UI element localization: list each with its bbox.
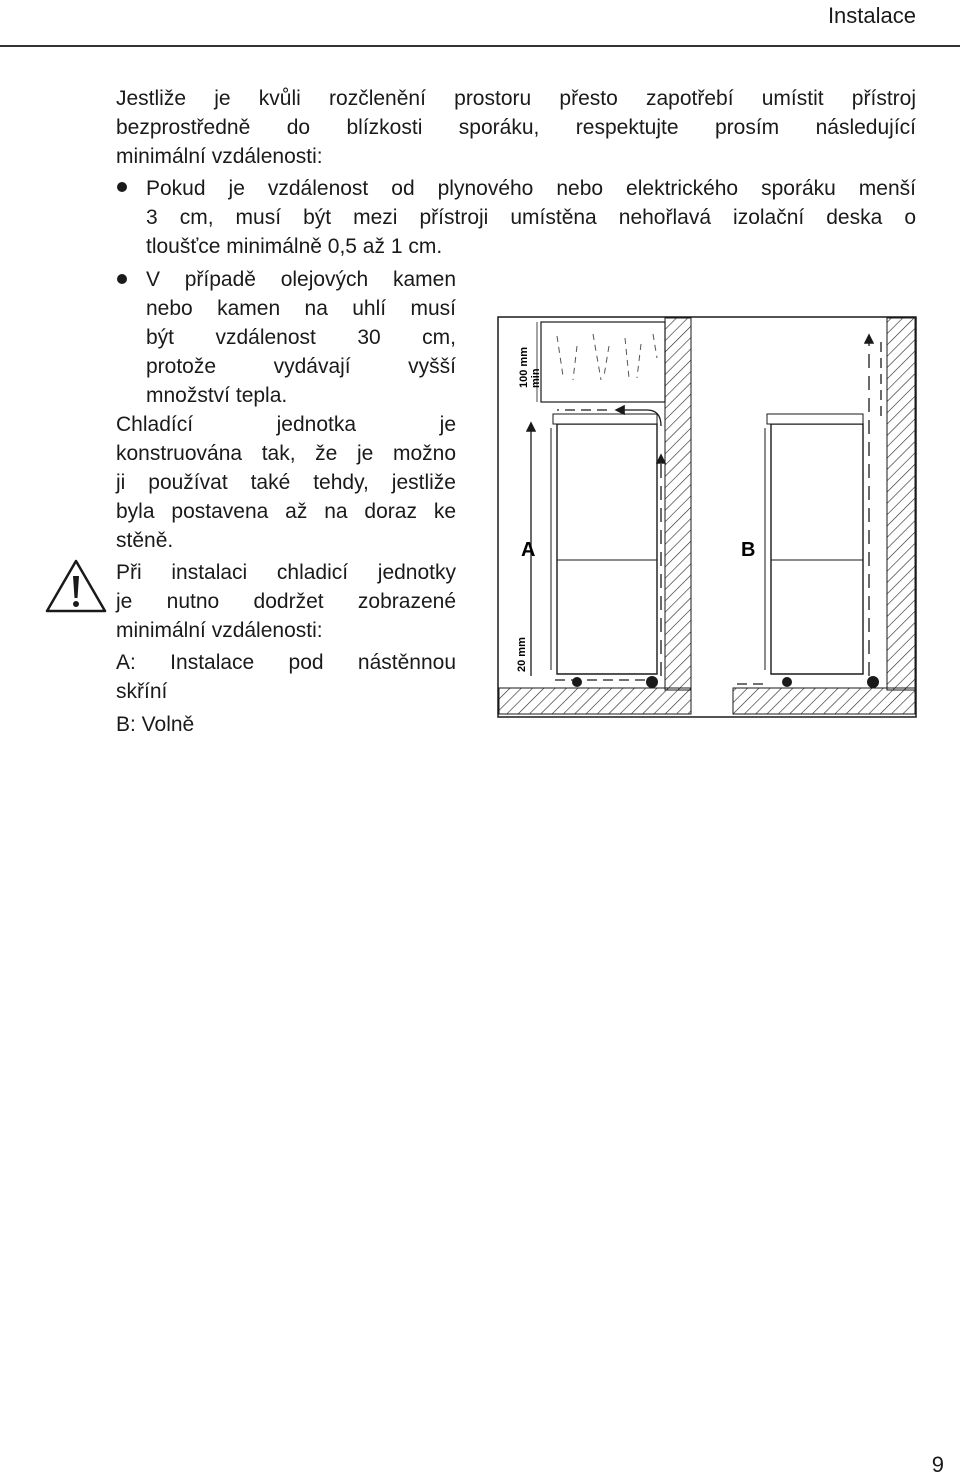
- bullet-marker: [117, 274, 127, 284]
- legend-b: [116, 710, 194, 739]
- dim-bottom: 20 mm: [516, 637, 528, 672]
- intro-line: bezprostředně do blízkosti sporáku, respektujte prosím následující: [116, 116, 916, 139]
- intro-line: minimální vzdálenosti:: [116, 145, 323, 168]
- bullet-line: množství tepla.: [146, 384, 288, 407]
- section-title: Instalace: [827, 3, 916, 28]
- floor-a: [499, 688, 691, 714]
- floor-b: [733, 688, 915, 714]
- legend-a-text: : Instalace pod nástěnnou: [130, 651, 456, 674]
- bullet-line: protože vydávají vyšší: [146, 355, 456, 378]
- warning-line: minimální vzdálenosti:: [116, 619, 323, 642]
- warning-line: je nutno dodržet zobrazené: [116, 590, 456, 613]
- bullet-marker: [117, 182, 127, 192]
- dim-top-value: 100 mm: [518, 347, 530, 388]
- appliance-a: [557, 424, 657, 674]
- figure-label-b: B: [741, 539, 756, 561]
- paragraph-line: byla postavena až na doraz ke: [116, 500, 456, 523]
- wall-cabinet: [541, 322, 665, 402]
- appliance-b: [771, 424, 863, 674]
- bullet-item-stove-distance: [146, 174, 916, 261]
- intro-paragraph: [116, 84, 916, 171]
- wall-b: [887, 318, 915, 690]
- dim-top-min: min: [530, 368, 542, 388]
- legend-a-text-cont: skříní: [116, 680, 168, 703]
- page-number: 9: [931, 1452, 944, 1477]
- bullet-item-oil-stove: [146, 265, 456, 410]
- warning-text: [116, 558, 456, 645]
- header-divider: [0, 45, 960, 47]
- paragraph-line: ji používat také tehdy, jestliže: [116, 471, 456, 494]
- warning-line: Při instalaci chladicí jednotky: [116, 561, 456, 584]
- legend-key-a: A: [116, 651, 131, 674]
- paragraph-line: Chladící jednotka je: [116, 413, 456, 436]
- installation-diagram: [497, 316, 917, 718]
- paragraph-line: stěně.: [116, 529, 174, 552]
- wall-a: [665, 318, 691, 690]
- bullet-line: V případě olejových kamen: [146, 268, 456, 291]
- bullet-line: 3 cm, musí být mezi přístroji umístěna nehořlavá izolační deska o: [146, 206, 916, 229]
- bullet-line: tloušťce minimálně 0,5 až 1 cm.: [146, 235, 443, 258]
- wall-placement-paragraph: [116, 410, 456, 555]
- warning-icon: [44, 558, 108, 614]
- bullet-line: nebo kamen na uhlí musí: [146, 297, 456, 320]
- bullet-line: být vzdálenost 30 cm,: [146, 326, 456, 349]
- bullet-line: Pokud je vzdálenost od plynového nebo elektrického sporáku menší: [146, 177, 916, 200]
- figure-label-a: A: [521, 539, 536, 561]
- legend-a: [116, 648, 456, 706]
- legend-key-b: B: [116, 713, 131, 736]
- legend-b-text: : Volně: [130, 713, 195, 736]
- paragraph-line: konstruována tak, že je možno: [116, 442, 456, 465]
- intro-line: Jestliže je kvůli rozčlenění prostoru přesto zapotřebí umístit přístroj: [116, 87, 916, 110]
